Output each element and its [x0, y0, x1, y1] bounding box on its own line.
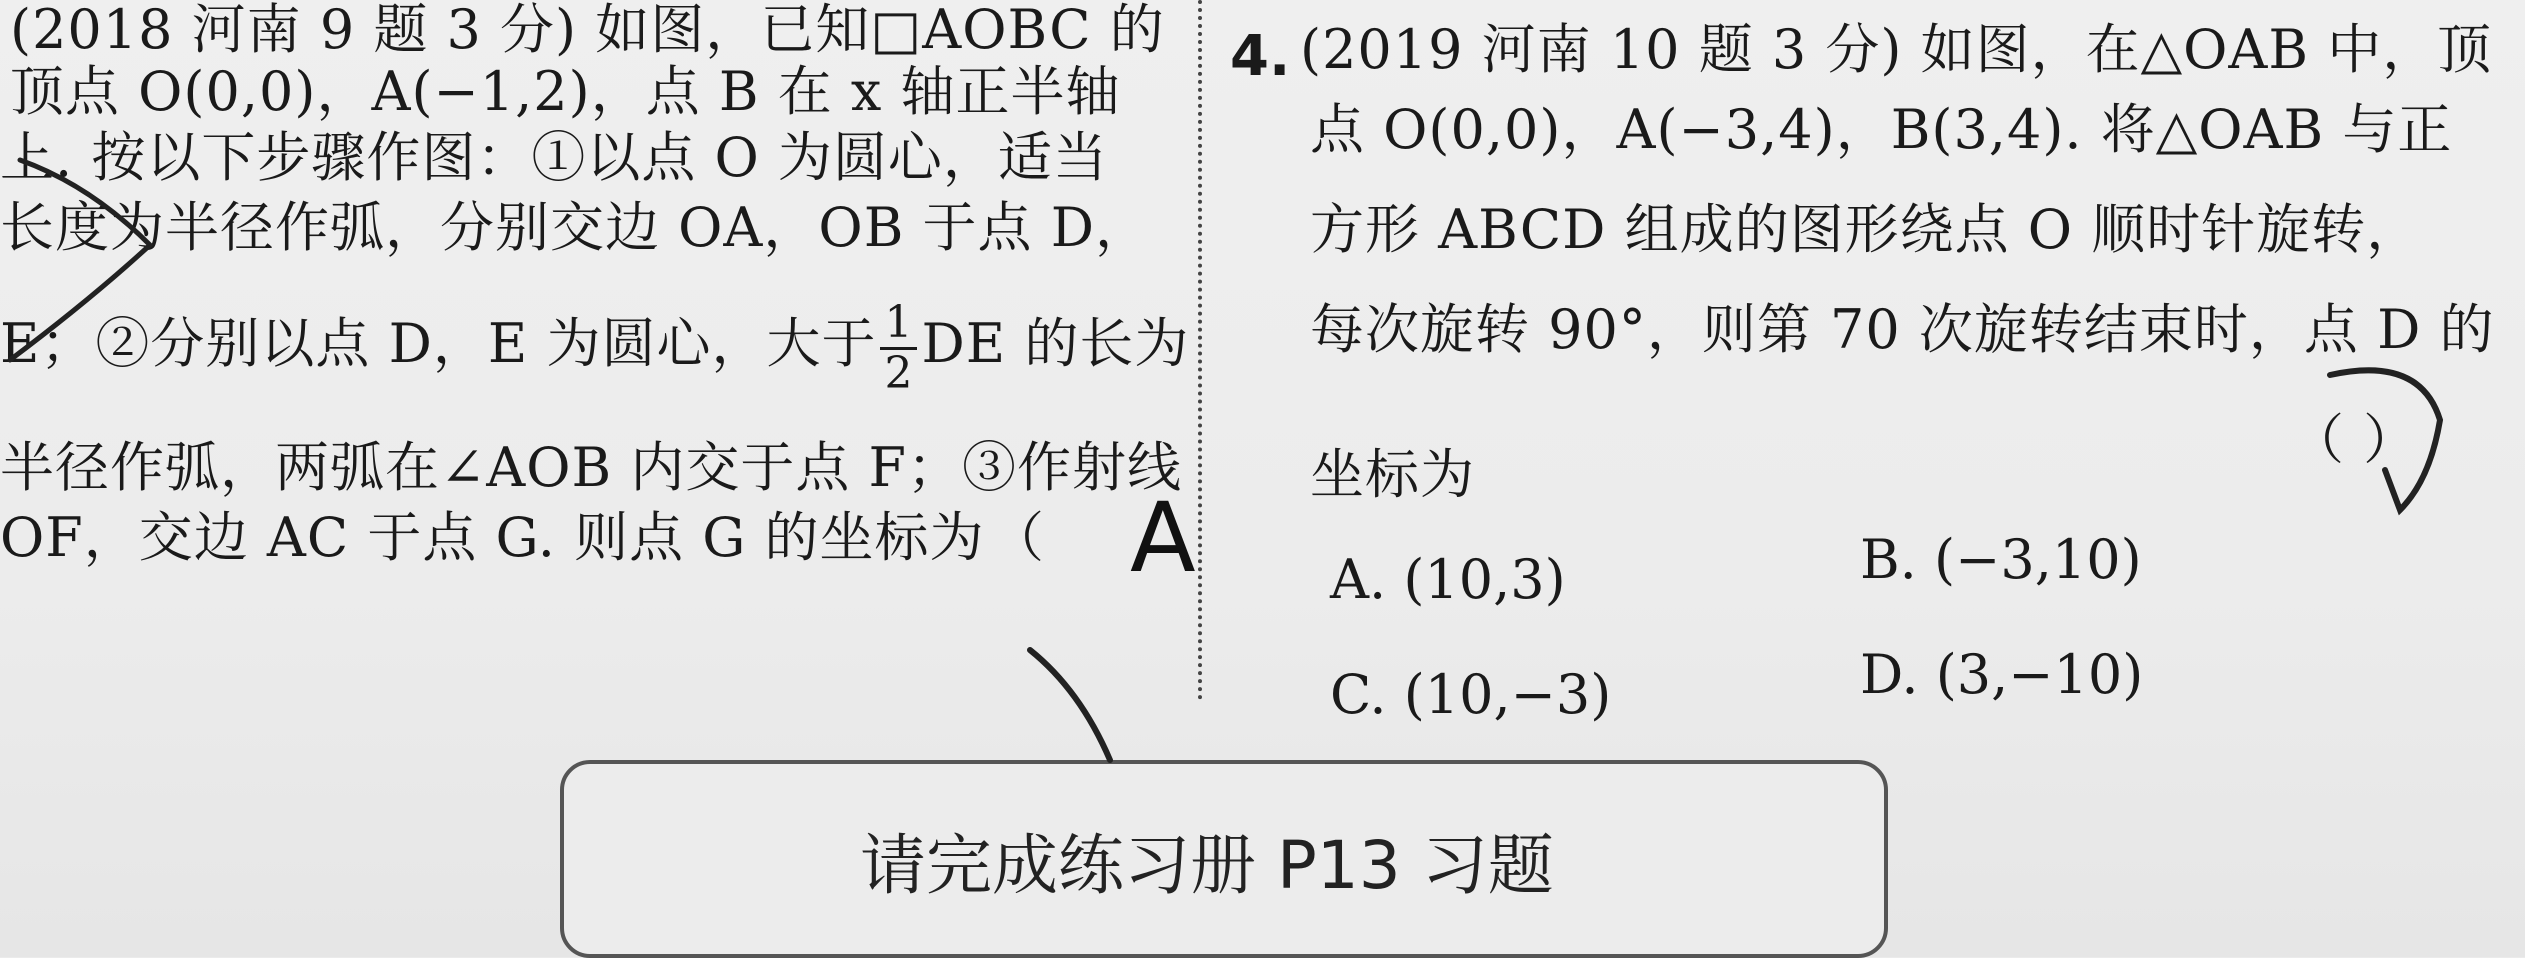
- right-line-5: 坐标为: [1310, 443, 1475, 506]
- left-line-4: 长度为半径作弧，分别交边 OA，OB 于点 D，: [0, 196, 1151, 259]
- left-line-3: 上. 按以下步骤作图：①以点 O 为圆心，适当: [0, 126, 1108, 189]
- option-b-value: (−3,10): [1934, 528, 2142, 591]
- problem-number: 4.: [1230, 24, 1291, 89]
- left-handwritten-answer: A: [1130, 482, 1197, 594]
- right-line-2: 点 O(0,0)，A(−3,4)，B(3,4). 将△OAB 与正: [1310, 98, 2453, 161]
- right-line-3: 方形 ABCD 组成的图形绕点 O 顺时针旋转，: [1310, 198, 2422, 261]
- fraction-numerator: 1: [880, 299, 917, 350]
- option-c: [1330, 665, 1611, 725]
- left-line-5-text: E；②分别以点 D，E 为圆心，大于: [0, 312, 877, 375]
- left-problem: [0, 0, 1200, 780]
- option-d-value: (3,−10): [1935, 643, 2144, 706]
- option-d-label: D.: [1860, 643, 1919, 706]
- option-d: [1860, 645, 2143, 705]
- left-line-5-tail: DE 的长为: [921, 312, 1190, 375]
- option-c-value: (10,−3): [1403, 663, 1612, 726]
- right-line-1: (2019 河南 10 题 3 分) 如图，在△OAB 中，顶: [1300, 18, 2493, 81]
- option-b-label: B.: [1860, 528, 1917, 591]
- left-line-6: 半径作弧，两弧在∠AOB 内交于点 F；③作射线: [0, 436, 1182, 499]
- left-answer-paren: （: [990, 506, 1045, 569]
- option-b: [1860, 530, 2142, 590]
- option-a-value: (10,3): [1403, 548, 1566, 611]
- option-a-label: A.: [1330, 548, 1387, 611]
- left-line-7: OF，交边 AC 于点 G. 则点 G 的坐标为: [0, 506, 985, 569]
- option-c-label: C.: [1330, 663, 1387, 726]
- right-answer-paren: （ ）: [2290, 408, 2419, 471]
- right-problem: [1230, 0, 2525, 780]
- right-line-4: 每次旋转 90°，则第 70 次旋转结束时，点 D 的: [1310, 298, 2495, 361]
- left-line-2: 顶点 O(0,0)，A(−1,2)，点 B 在 x 轴正半轴: [10, 60, 1121, 123]
- left-line-1: (2018 河南 9 题 3 分) 如图，已知□AOBC 的: [10, 0, 1165, 61]
- fraction-denominator: 2: [884, 347, 914, 399]
- exercise-banner-text: 请完成练习册 P13 习题: [860, 827, 1554, 904]
- column-divider: [1198, 0, 1202, 700]
- option-a: [1330, 550, 1566, 610]
- left-line-5: [0, 290, 1189, 398]
- fraction-one-half: [880, 296, 917, 399]
